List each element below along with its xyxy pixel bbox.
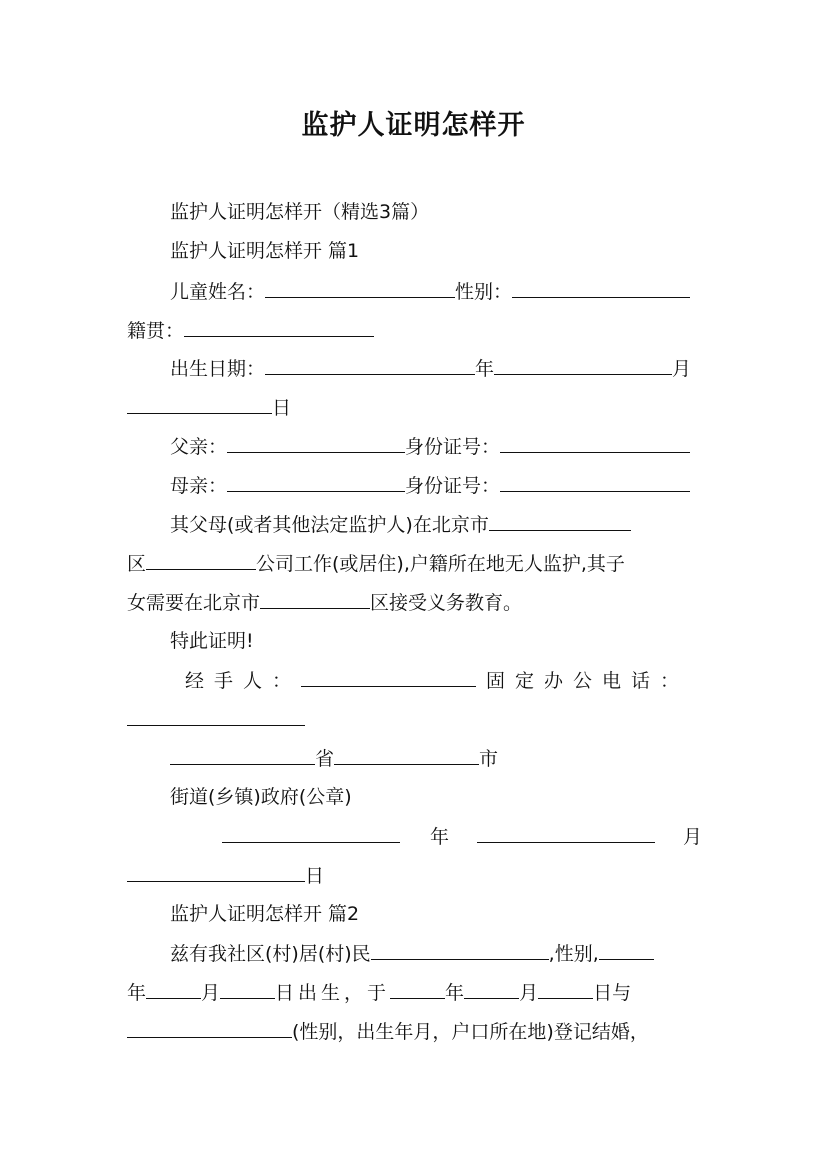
birth-month-label: 月	[201, 982, 221, 1004]
handler-label: 经手人：	[185, 670, 302, 692]
father-label: 父亲：	[170, 436, 228, 458]
resident-name-blank[interactable]	[371, 940, 549, 960]
father-name-blank[interactable]	[227, 433, 405, 453]
father-id-label: 身份证号：	[405, 436, 501, 458]
province-blank[interactable]	[170, 745, 315, 765]
section2-heading: 监护人证明怎样开 篇2	[170, 903, 360, 925]
section1-heading: 监护人证明怎样开 篇1	[170, 240, 360, 262]
birth-date-label: 出生日期：	[170, 358, 266, 380]
gender-blank[interactable]	[512, 278, 690, 298]
paragraph-line-1	[170, 511, 702, 537]
sign-month-blank[interactable]	[477, 823, 655, 843]
resident-text: 兹有我社区(村)居(村)民	[170, 943, 371, 965]
district-blank[interactable]	[146, 550, 256, 570]
city-label: 市	[479, 748, 499, 770]
child-name-blank[interactable]	[265, 278, 455, 298]
paragraph-line-3	[127, 589, 702, 615]
marriage-registration-text: (性别，出生年月，户口所在地)登记结婚，	[292, 1021, 649, 1043]
spouse-name-blank[interactable]	[127, 1018, 292, 1038]
paragraph-text-3a: 女需要在北京市	[127, 592, 261, 614]
mother-label: 母亲：	[170, 475, 228, 497]
birth-year-blank[interactable]	[265, 355, 475, 375]
s2-birth-day-blank[interactable]	[220, 979, 275, 999]
birth-month-blank[interactable]	[494, 355, 672, 375]
birth-day-blank[interactable]	[127, 394, 272, 414]
paragraph-text-3b: 区接受义务教育。	[370, 592, 523, 614]
document-title: 监护人证明怎样开	[301, 110, 526, 141]
province-label: 省	[315, 748, 335, 770]
gender-value-blank[interactable]	[599, 940, 654, 960]
mother-line	[170, 472, 702, 498]
sign-day-blank[interactable]	[127, 862, 305, 882]
sign-year-label: 年	[430, 826, 450, 848]
father-line	[170, 433, 702, 459]
subtitle: 监护人证明怎样开（精选3篇）	[170, 201, 430, 223]
birth-year-label: 年	[127, 982, 147, 1004]
birth-day-line	[127, 394, 702, 420]
marriage-month-label: 月	[519, 982, 539, 1004]
paragraph-text-1: 其父母(或者其他法定监护人)在北京市	[170, 514, 489, 536]
handler-blank[interactable]	[301, 667, 476, 687]
sign-year-blank[interactable]	[222, 823, 400, 843]
day-label: 日	[272, 397, 292, 419]
gender-label: 性别：	[455, 281, 513, 303]
certify-text: 特此证明!	[170, 630, 254, 652]
native-place-line	[127, 317, 702, 343]
mother-id-blank[interactable]	[500, 472, 690, 492]
gender-text: ,性别,	[548, 943, 599, 965]
native-place-blank[interactable]	[184, 317, 374, 337]
mother-name-blank[interactable]	[227, 472, 405, 492]
sign-day-label: 日	[305, 865, 325, 887]
mother-id-label: 身份证号：	[405, 475, 501, 497]
city-name-blank[interactable]	[334, 745, 479, 765]
section2-line-2	[127, 979, 702, 1005]
with-text: 日与	[593, 982, 632, 1004]
paragraph-line-2	[127, 550, 702, 576]
education-district-blank[interactable]	[260, 589, 370, 609]
marriage-day-blank[interactable]	[538, 979, 593, 999]
marriage-year-blank[interactable]	[390, 979, 445, 999]
section2-line-1	[170, 940, 702, 966]
province-city-line	[170, 745, 702, 771]
marriage-year-label: 年	[445, 982, 465, 1004]
child-name-label: 儿童姓名：	[170, 281, 266, 303]
month-label: 月	[672, 358, 692, 380]
sign-day-line	[127, 862, 702, 888]
native-place-label: 籍贯：	[127, 320, 185, 342]
marriage-month-blank[interactable]	[464, 979, 519, 999]
phone-label: 固定办公电话：	[486, 670, 690, 692]
sign-month-label: 月	[683, 826, 703, 848]
phone-blank[interactable]	[127, 706, 305, 726]
seal-text: 街道(乡镇)政府(公章)	[170, 786, 352, 808]
district-label: 区	[127, 553, 147, 575]
year-label: 年	[475, 358, 495, 380]
birth-text: 日出生，于	[275, 982, 391, 1004]
paragraph-text-2: 公司工作(或居住),户籍所在地无人监护,其子	[256, 553, 625, 575]
phone-line	[127, 706, 702, 732]
section2-line-3	[127, 1018, 702, 1044]
sign-date-line	[222, 823, 702, 849]
s2-birth-month-blank[interactable]	[146, 979, 201, 999]
handler-line	[185, 667, 705, 693]
city-blank[interactable]	[489, 511, 631, 531]
father-id-blank[interactable]	[500, 433, 690, 453]
birth-date-line	[170, 355, 702, 381]
child-name-line	[170, 278, 702, 304]
